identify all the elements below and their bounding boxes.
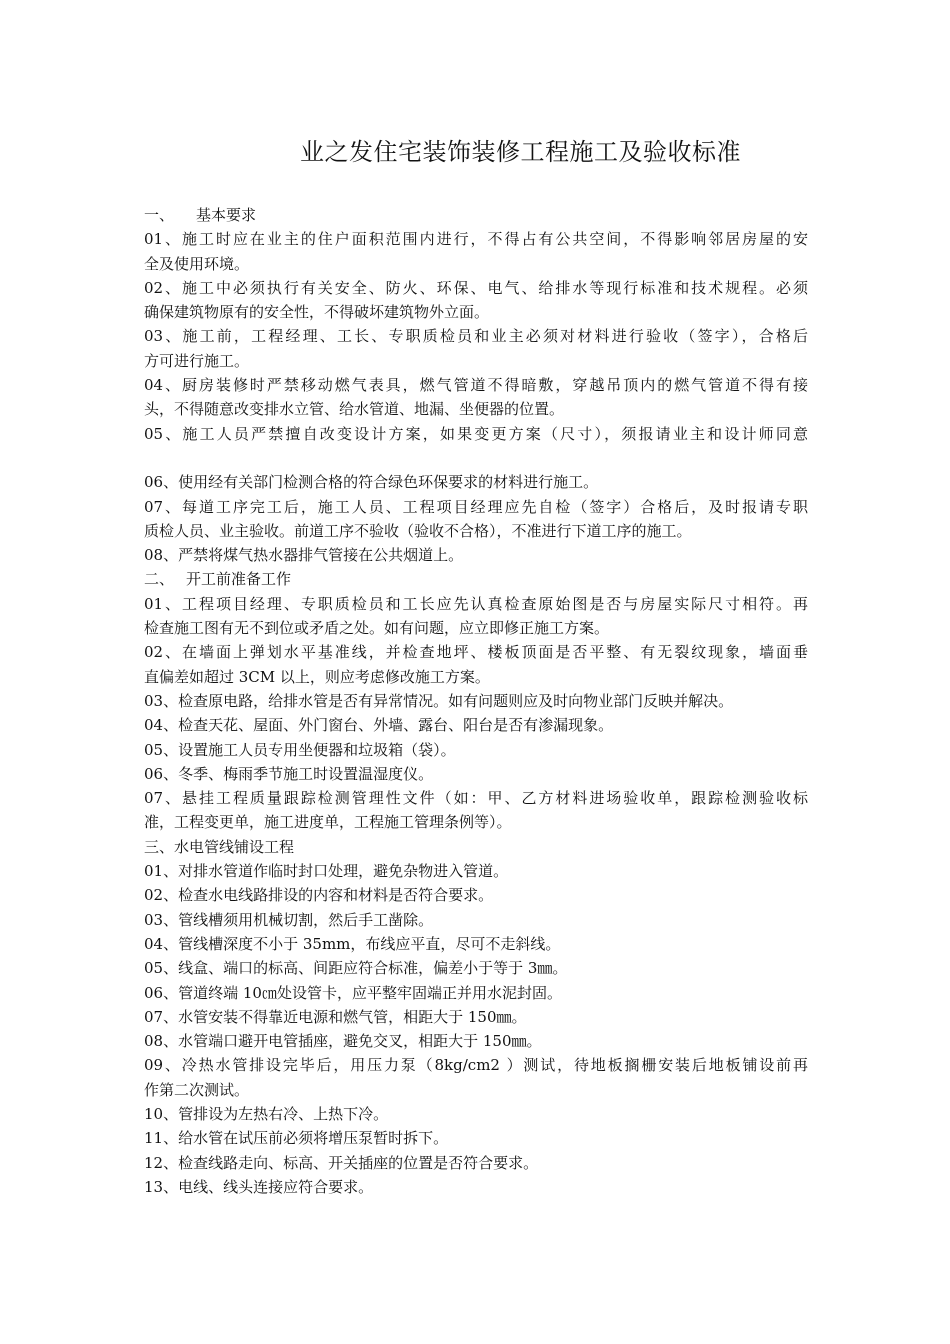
paragraph-line: 10、管排设为左热右冷、上热下冷。 xyxy=(144,1104,389,1123)
paragraph-line: 03、检查原电路，给排水管是否有异常情况。如有问题则应及时向物业部门反映并解决。 xyxy=(144,691,734,710)
paragraph-line: 07、水管安装不得靠近电源和燃气管，相距大于 150㎜。 xyxy=(144,1007,527,1026)
section-heading xyxy=(144,567,808,591)
paragraph-line: 直偏差如超过 3CM 以上，则应考虑修改施工方案。 xyxy=(144,667,490,686)
section-heading xyxy=(144,835,808,859)
paragraph-line: 12、检查线路走向、标高、开关插座的位置是否符合要求。 xyxy=(144,1153,539,1172)
paragraph-line: 质检人员、业主验收。前道工序不验收（验收不合格），不准进行下道工序的施工。 xyxy=(144,521,692,540)
paragraph-line: 02、检查水电线路排设的内容和材料是否符合要求。 xyxy=(144,886,494,905)
paragraph-line: 13、电线、线头连接应符合要求。 xyxy=(144,1177,374,1196)
paragraph-line: 02、在墙面上弹划水平基准线，并检查地坪、楼板顶面是否平整、有无裂纹现象，墙面垂 xyxy=(144,643,808,662)
section-number: 二、 xyxy=(144,570,175,589)
paragraph-line: 11、给水管在试压前必须将增压泵暂时拆下。 xyxy=(144,1129,449,1148)
paragraph-line: 05、线盒、端口的标高、间距应符合标准，偏差小于等于 3㎜。 xyxy=(144,959,568,978)
paragraph-line: 方可进行施工。 xyxy=(144,351,250,370)
paragraph-line: 05、施工人员严禁擅自改变设计方案，如果变更方案（尺寸），须报请业主和设计师同意 xyxy=(144,424,808,443)
section-title: 开工前准备工作 xyxy=(186,570,292,589)
paragraph-line: 作第二次测试。 xyxy=(144,1080,250,1099)
paragraph-line: 04、检查天花、屋面、外门窗台、外墙、露台、阳台是否有渗漏现象。 xyxy=(144,716,614,735)
paragraph-line: 01、施工时应在业主的住户面积范围内进行，不得占有公共空间，不得影响邻居房屋的安 xyxy=(144,230,808,249)
paragraph-line: 03、管线槽须用机械切割，然后手工凿除。 xyxy=(144,910,434,929)
paragraph-line: 头，不得随意改变排水立管、给水管道、地漏、坐便器的位置。 xyxy=(144,400,565,419)
paragraph-line: 准，工程变更单，施工进度单，工程施工管理条例等）。 xyxy=(144,813,512,832)
section-number: 一、 xyxy=(144,206,175,224)
section-number: 三、 xyxy=(144,837,175,856)
paragraph-line: 08、水管端口避开电管插座，避免交叉，相距大于 150㎜。 xyxy=(144,1032,542,1051)
paragraph-line: 04、管线槽深度不小于 35mm，布线应平直，尽可不走斜线。 xyxy=(144,934,561,953)
page-title: 业之发住宅装饰装修工程施工及验收标准 xyxy=(300,138,741,166)
paragraph-line: 09、冷热水管排设完毕后，用压力泵（8kg/cm2 ）测试，待地板搁栅安装后地板铺设前再 xyxy=(144,1056,808,1075)
paragraph-line: 06、使用经有关部门检测合格的符合绿色环保要求的材料进行施工。 xyxy=(144,473,599,492)
paragraph-line: 检查施工图有无不到位或矛盾之处。如有问题，应立即修正施工方案。 xyxy=(144,619,610,638)
paragraph-line: 06、冬季、梅雨季节施工时设置温湿度仪。 xyxy=(144,764,434,783)
paragraph-line: 01、对排水管道作临时封口处理，避免杂物进入管道。 xyxy=(144,862,509,881)
paragraph-line: 02、施工中必须执行有关安全、防火、环保、电气、给排水等现行标准和技术规程。必须 xyxy=(144,278,808,297)
paragraph-line: 全及使用环境。 xyxy=(144,254,250,273)
document-body xyxy=(144,203,808,1199)
paragraph-line: 06、管道终端 10㎝处设管卡，应平整牢固端正并用水泥封固。 xyxy=(144,983,562,1002)
paragraph-line: 08、严禁将煤气热水器排气管接在公共烟道上。 xyxy=(144,546,464,565)
paragraph-line: 03、施工前，工程经理、工长、专职质检员和业主必须对材料进行验收（签字），合格后 xyxy=(144,327,808,346)
section-title: 基本要求 xyxy=(196,206,257,224)
paragraph-line: 05、设置施工人员专用坐便器和垃圾箱（袋）。 xyxy=(144,740,456,759)
paragraph-line: 07、每道工序完工后，施工人员、工程项目经理应先自检（签字）合格后，及时报请专职 xyxy=(144,497,808,516)
section-heading xyxy=(144,203,808,227)
paragraph-line: 04、厨房装修时严禁移动燃气表具，燃气管道不得暗敷，穿越吊顶内的燃气管道不得有接 xyxy=(144,376,808,395)
blank-line xyxy=(144,446,808,470)
paragraph-line: 01、工程项目经理、专职质检员和工长应先认真检查原始图是否与房屋实际尺寸相符。再 xyxy=(144,594,808,613)
section-title: 水电管线铺设工程 xyxy=(174,837,295,856)
paragraph-line: 07、悬挂工程质量跟踪检测管理性文件（如：甲、乙方材料进场验收单，跟踪检测验收标 xyxy=(144,789,808,808)
paragraph-line: 确保建筑物原有的安全性，不得破坏建筑物外立面。 xyxy=(144,303,490,322)
